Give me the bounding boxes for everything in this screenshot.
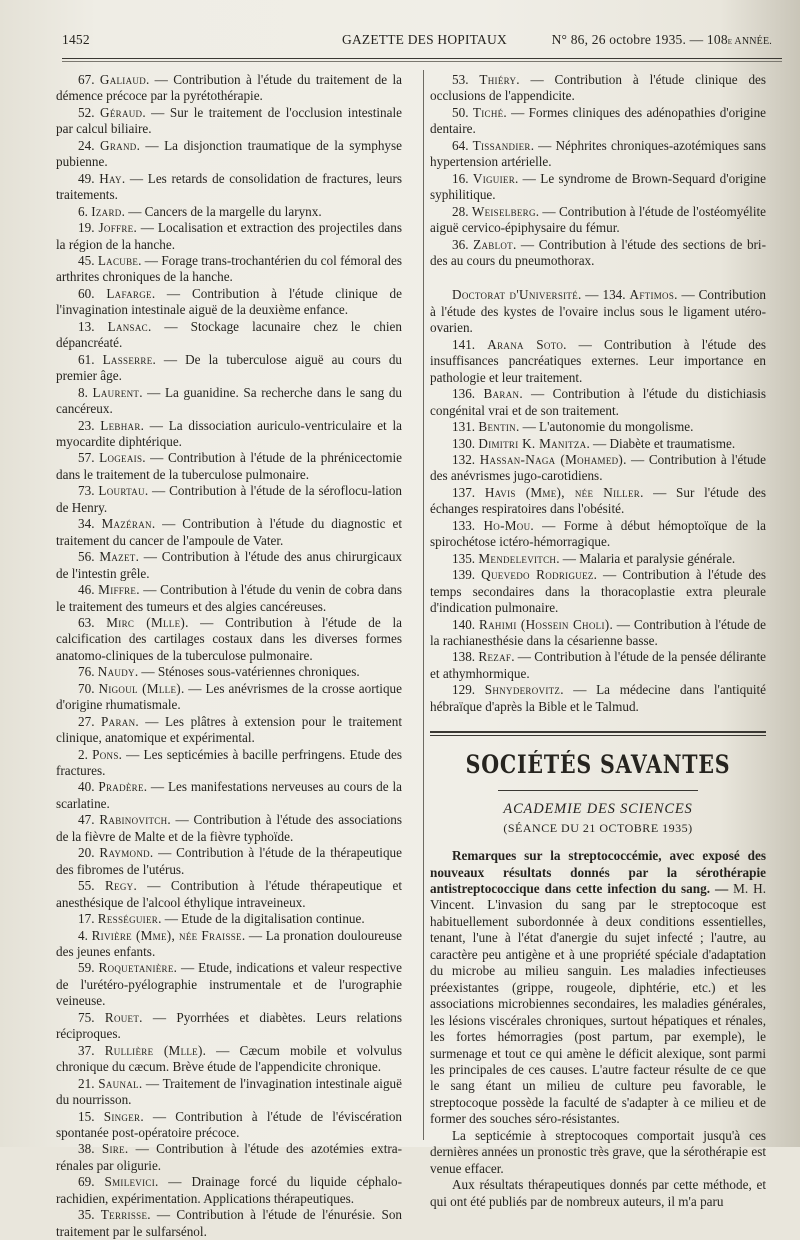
- entry-title: Sur l'étude des échanges respiratoires dans l'obésité.: [430, 484, 767, 517]
- article-body-1: M. H. Vincent. L'invasion du sang par le streptocoque est habituellement subordonnée à deux conditions essentielles, tenant, l'une à l'état d'anergie du sujet infecté ; l'autre, au caractère peu antigène et à une propriété spéciale d'adaptation du microbe au milieu sanguin. Les maladies infectieuses préexistantes (grippe, rougeole, diphtérie, etc.) et les associations microbiennes secondaires, les maladies générales, les lésions viscérales chroniques, surtout hépatiques et rénales, les fortes hémorragies (post partum, par exemple), le surmenage et tout ce qui amène le déficit alexique, sont parmi les principales de ces causes. L'autre facteur résulte de ce que le sang étant un milieu de culture peu favorable, le streptocoque possède la faculté de s'adapter à ce milieu et de former des souches séro-résistantes.: [430, 881, 767, 1127]
- entry-number: 4: [78, 927, 85, 943]
- entry-author: Saunal: [98, 1075, 139, 1091]
- entry-author: Lacube: [97, 252, 139, 268]
- entry-title: Sur le traitement de l'occlusion intestinale par calcul biliaire.: [56, 104, 403, 137]
- thesis-entry: 2. Pons. — Les septicémies à bacille perfringens. Etude des fractures.: [56, 746, 402, 779]
- thesis-entry: 40. Pradère. — Les manifestations nerveuses au cours de la scarlatine.: [56, 779, 402, 811]
- thesis-entry: 139. Quevedo Rodriguez. — Contribution à l'étude des temps secondaires dans la thoracoplastie extra pleurale d'indication pulmonaire.: [430, 567, 767, 616]
- thesis-entry: 129. Shnyderovitz. — La médecine dans l'antiquité hébraïque d'après la Bible et le Talmud.: [430, 682, 766, 714]
- entry-title: Contribution à l'étude des associations de la fièvre de Malte et de la fièvre typhoïde.: [56, 812, 403, 844]
- doctorat-label: Doctorat d'Université: [452, 287, 579, 303]
- thesis-entry: 63. Mirc (Mlle). — Contribution à l'étude de la calcification des cartilages costaux dans les diverses formes anatomo-cliniques de la tuberculose pulmonaire.: [56, 614, 403, 663]
- entry-number: 57: [78, 450, 92, 466]
- entry-number: 133: [452, 517, 472, 533]
- doctorat-entry: Doctorat d'Université. — 134. Aftimos. — Contribution à l'étude des kystes de l'ovaire inclus sous le ligament utéro-ovarien.: [430, 287, 767, 336]
- thesis-entry: 137. Havis (Mme), née Niller. — Sur l'étude des échanges respiratoires dans l'obésité.: [430, 484, 767, 517]
- entry-author: Rességuier: [97, 911, 159, 927]
- entry-author: Rullière (Mlle): [104, 1042, 203, 1058]
- entry-number: 8: [78, 384, 85, 400]
- session-date: (SÉANCE DU 21 OCTOBRE 1935): [503, 820, 693, 835]
- thesis-entry: 13. Lansac. — Stockage lacunaire chez le chien dépancréaté.: [56, 318, 402, 351]
- thesis-entry: 24. Grand. — La disjonction traumatique de la symphyse pubienne.: [56, 137, 403, 170]
- entry-number: 55: [78, 878, 92, 894]
- issue-date: N° 86, 26 octobre 1935. — 108: [551, 32, 728, 47]
- doctorat-list: [430, 337, 766, 715]
- thesis-entry: 69. Smilevici. — Drainage forcé du liquide céphalo-rachidien, expérimentation. Applications thérapeutiques.: [56, 1174, 403, 1206]
- entry-author: Raymond: [99, 845, 150, 861]
- entry-author: Ho-Mou: [483, 517, 531, 533]
- academy-heading: ACADEMIE DES SCIENCES: [503, 801, 693, 818]
- entry-number: 52: [78, 104, 92, 120]
- issue-annee: e ANNÉE.: [727, 36, 772, 47]
- entry-title: Formes cliniques des adénopathies d'origine dentaire.: [430, 104, 767, 137]
- entry-author: Hay: [99, 170, 122, 186]
- entry-author: Mirc (Mlle): [106, 614, 186, 630]
- entry-author: Zablot: [473, 236, 513, 252]
- entry-title: Drainage forcé du liquide céphalo-rachidien, expérimentation. Applications thérapeutiques.: [56, 1174, 403, 1206]
- entry-author: Grand: [100, 137, 137, 153]
- left-column: [56, 72, 402, 1240]
- thesis-entry: 20. Raymond. — Contribution à l'étude de la thérapeutique des fibromes de l'utérus.: [56, 845, 402, 877]
- entry-number: 64: [452, 137, 466, 153]
- entry-title: Forme à début hémoptoïque de la spirochétose ictéro-hémorragique.: [430, 517, 767, 550]
- entry-title: Contribution à l'étude des sections de bri-des au cours du pneumothorax.: [430, 236, 766, 268]
- entry-number: 75: [78, 1009, 92, 1025]
- entry-title: Cancers de la margelle du larynx.: [144, 203, 322, 219]
- entry-author: Dimitri K. Manitza: [478, 435, 587, 451]
- entry-number: 28: [452, 203, 466, 219]
- thesis-entry: 132. Hassan-Naga (Mohamed). — Contribution à l'étude des anévrismes jugo-carotidiens.: [430, 451, 767, 484]
- entry-author: Naudy: [97, 664, 135, 680]
- entry-number: 24: [78, 137, 92, 153]
- entry-author: Géraud: [100, 104, 143, 120]
- entry-number: 137: [452, 484, 472, 500]
- entry-title: Contribution à l'étude de l'éviscération spontanée post-opératoire précoce.: [56, 1108, 403, 1140]
- entry-number: 67: [78, 72, 92, 87]
- entry-title: Contribution à l'étude clinique de l'invagination intestinale aiguë de la deuxième enfance.: [56, 285, 402, 318]
- entry-title: Contribution à l'étude du distichiasis congénital vrai et de son traitement.: [430, 386, 767, 418]
- entry-author: Rabinovitch: [99, 812, 168, 828]
- entry-number: 130: [452, 435, 472, 451]
- entry-title: Etude, indications et valeur respective de l'urétéro-pyélographie instrumentale et de l'urographie veineuse.: [56, 960, 402, 1009]
- entry-title: Contribution à l'étude de la pensée délirante et athymhormique.: [430, 649, 766, 681]
- thesis-entry: 36. Zablot. — Contribution à l'étude des sections de bri-des au cours du pneumothorax.: [430, 236, 766, 268]
- thesis-entry: 61. Lasserre. — De la tuberculose aiguë au cours du premier âge.: [56, 351, 403, 384]
- thesis-entry: 138. Rezaf. — Contribution à l'étude de la pensée délirante et athymhormique.: [430, 649, 766, 681]
- doctorat-author: Aftimos: [629, 287, 675, 303]
- entry-author: Thiéry: [479, 72, 517, 87]
- entry-number: 135: [452, 550, 472, 566]
- entry-title: Stockage lacunaire chez le chien dépancréaté.: [56, 318, 402, 351]
- entry-number: 129: [452, 682, 472, 698]
- entry-author: Logeais: [99, 450, 143, 466]
- thesis-entry: 19. Joffre. — Localisation et extraction des projectiles dans la région de la hanche.: [56, 220, 403, 252]
- entry-title: Contribution à l'étude de l'énurésie. Son traitement par le sulfarsénol.: [56, 1207, 403, 1239]
- thesis-entry: 141. Arana Soto. — Contribution à l'étude des insuffisances pancréatiques externes. Leur importance en pathologie et leur traitement.: [430, 336, 767, 385]
- entry-number: 138: [452, 649, 472, 665]
- thesis-entry: 60. Lafarge. — Contribution à l'étude clinique de l'invagination intestinale aiguë de la deuxième enfance.: [56, 285, 402, 318]
- entry-title: Contribution à l'étude de la rachianesthésie dans la césarienne basse.: [430, 616, 766, 648]
- section-rule: [430, 731, 766, 733]
- entry-author: Pradère: [98, 779, 144, 795]
- entry-title: Les anévrismes de la crosse aortique d'origine rhumatismale.: [56, 680, 403, 713]
- entry-title: Contribution à l'étude des insuffisances pancréatiques externes. Leur importance en pathologie et leur traitement.: [430, 336, 767, 385]
- entry-title: Forage trans-trochantérien du col fémoral des arthrites chroniques de la hanche.: [56, 252, 403, 285]
- entry-author: Shnyderovitz: [484, 682, 561, 698]
- entry-author: Lourtau: [98, 483, 145, 499]
- thesis-entry: 34. Mazéran. — Contribution à l'étude du diagnostic et traitement du cancer de l'ampoule de Vater.: [56, 516, 402, 548]
- entry-title: Contribution à l'étude de la séroflocu-lation de Henry.: [56, 483, 403, 515]
- thesis-entry: 15. Singer. — Contribution à l'étude de l'éviscération spontanée post-opératoire précoce.: [56, 1108, 403, 1140]
- entry-number: 50: [452, 104, 466, 120]
- entry-title: Etude de la digitalisation continue.: [181, 911, 365, 927]
- entry-title: Contribution à l'étude des azotémies extra-rénales par oligurie.: [56, 1141, 402, 1173]
- entry-author: Rouet: [104, 1009, 140, 1025]
- thesis-entry: 23. Lebhar. — La dissociation auriculo-ventriculaire et la myocardite diphtérique.: [56, 417, 403, 449]
- right-column: [430, 72, 766, 1210]
- thesis-entry: 52. Géraud. — Sur le traitement de l'occlusion intestinale par calcul biliaire.: [56, 104, 403, 137]
- thesis-entry: 59. Roquetanière. — Etude, indications et valeur respective de l'urétéro-pyélographie instrumentale et de l'urographie veineuse.: [56, 960, 402, 1009]
- entry-author: Galiaud: [99, 72, 146, 87]
- thesis-entry: 55. Regy. — Contribution à l'étude thérapeutique et anesthésique de l'alcool éthylique intraveineux.: [56, 878, 402, 910]
- entry-title: Sténoses sous-vatériennes chroniques.: [157, 664, 360, 680]
- entry-number: 136: [452, 386, 472, 402]
- entry-title: Contribution à l'étude du traitement de la démence précoce par la pyrétothérapie.: [56, 72, 403, 104]
- thesis-entry: 50. Tiché. — Formes cliniques des adénopathies d'origine dentaire.: [430, 104, 767, 137]
- entry-author: Rezaf: [478, 649, 512, 665]
- thesis-entry: 37. Rullière (Mlle). — Cæcum mobile et volvulus chronique du cæcum. Brève étude de l'appendicite chronique.: [56, 1042, 402, 1075]
- entry-author: Havis (Mme), née Niller: [484, 484, 641, 500]
- entry-author: Mazéran: [101, 516, 152, 532]
- entry-number: 35: [78, 1207, 92, 1223]
- entry-author: Viguier: [472, 170, 515, 186]
- entry-number: 17: [78, 911, 92, 927]
- entry-title: Contribution à l'étude thérapeutique et anesthésique de l'alcool éthylique intraveineux.: [56, 878, 402, 910]
- entry-title: Contribution à l'étude clinique des occlusions de l'appendicite.: [430, 72, 767, 104]
- entry-title: Contribution à l'étude de l'ostéomyélite aiguë cervico-épiphysaire du fémur.: [430, 203, 767, 236]
- thesis-entry: 46. Miffre. — Contribution à l'étude du venin de cobra dans le traitement des tumeurs et des algies cancéreuses.: [56, 582, 403, 614]
- entry-author: Mendelevitch: [478, 550, 557, 566]
- section-rule-secondary: [430, 735, 766, 736]
- entry-title: La médecine dans l'antiquité hébraïque d'après la Bible et le Talmud.: [430, 682, 766, 714]
- entry-title: Le syndrome de Brown-Sequard d'origine syphilitique.: [430, 170, 767, 203]
- entry-title: Contribution à l'étude de la calcification des cartilages costaux dans les diverses formes anatomo-cliniques de la tuberculose pulmonaire.: [56, 614, 403, 663]
- entry-author: Joffre: [98, 220, 134, 236]
- thesis-entry: 73. Lourtau. — Contribution à l'étude de la séroflocu-lation de Henry.: [56, 483, 403, 515]
- thesis-list-continued: [430, 72, 766, 269]
- entry-title: La pronation douloureuse des jeunes enfants.: [56, 927, 402, 960]
- thesis-entry: 6. Izard. — Cancers de la margelle du larynx.: [78, 203, 322, 219]
- entry-author: Laurent: [92, 384, 140, 400]
- thesis-entry: 135. Mendelevitch. — Malaria et paralysie générale.: [452, 550, 736, 566]
- entry-title: Pyorrhées et diabètes. Leurs relations réciproques.: [56, 1009, 403, 1042]
- thesis-entry: 47. Rabinovitch. — Contribution à l'étude des associations de la fièvre de Malte et de la fièvre typhoïde.: [56, 812, 403, 844]
- thesis-entry: 70. Nigoul (Mlle). — Les anévrismes de la crosse aortique d'origine rhumatismale.: [56, 680, 403, 713]
- entry-number: 40: [78, 779, 92, 795]
- thesis-entry: 16. Viguier. — Le syndrome de Brown-Sequard d'origine syphilitique.: [430, 170, 767, 203]
- thesis-entry: 45. Lacube. — Forage trans-trochantérien du col fémoral des arthrites chroniques de la hanche.: [56, 252, 403, 285]
- entry-number: 6: [78, 203, 85, 219]
- entry-author: Tissandier: [472, 137, 531, 153]
- entry-author: Lasserre: [102, 351, 153, 367]
- entry-number: 59: [78, 960, 92, 976]
- entry-title: La dissociation auriculo-ventriculaire et la myocardite diphtérique.: [56, 417, 403, 449]
- entry-number: 73: [78, 483, 92, 499]
- entry-title: Malaria et paralysie générale.: [579, 550, 736, 566]
- thesis-entry: 53. Thiéry. — Contribution à l'étude clinique des occlusions de l'appendicite.: [430, 72, 767, 104]
- entry-title: Contribution à l'étude des temps secondaires dans la thoracoplastie extra pleurale d'indication pulmonaire.: [430, 567, 767, 616]
- entry-title: Localisation et extraction des projectiles dans la région de la hanche.: [56, 220, 403, 252]
- entry-title: Traitement de l'invagination intestinale aiguë du nourrisson.: [56, 1075, 403, 1108]
- entry-number: 23: [78, 417, 92, 433]
- thesis-entry: 131. Bentin. — L'autonomie du mongolisme.: [452, 419, 694, 435]
- entry-number: 53: [452, 72, 466, 87]
- page-header: [62, 32, 772, 52]
- entry-title: Cæcum mobile et volvulus chronique du cæcum. Brève étude de l'appendicite chronique.: [56, 1042, 402, 1075]
- entry-number: 45: [78, 252, 92, 268]
- entry-number: 69: [78, 1174, 92, 1190]
- thesis-entry: 8. Laurent. — La guanidine. Sa recherche dans le sang du cancéreux.: [56, 384, 403, 417]
- entry-number: 47: [78, 812, 92, 828]
- thesis-entry: 27. Paran. — Les plâtres à extension pour le traitement clinique, anatomique et expérimental.: [56, 713, 403, 746]
- entry-title: Diabète et traumatisme.: [609, 435, 736, 451]
- entry-number: 76: [78, 664, 92, 680]
- entry-author: Miffre: [98, 582, 137, 598]
- entry-number: 139: [452, 567, 472, 583]
- column-divider: [423, 70, 424, 1140]
- article-paragraph-1: [430, 848, 766, 1128]
- entry-title: L'autonomie du mongolisme.: [539, 419, 694, 435]
- thesis-entry: 17. Rességuier. — Etude de la digitalisation continue.: [78, 911, 365, 927]
- issue-info: [552, 32, 772, 48]
- entry-author: Lafarge: [106, 285, 152, 301]
- entry-title: Néphrites chroniques-azotémiques sans hypertension artérielle.: [430, 137, 767, 170]
- entry-author: Pons: [92, 746, 119, 762]
- entry-number: 131: [452, 419, 472, 435]
- doctorat-text: Contribution à l'étude des kystes de l'ovaire inclus sous le ligament utéro-ovarien.: [430, 287, 767, 336]
- entry-title: Les plâtres à extension pour le traitement clinique, anatomique et expérimental.: [56, 713, 403, 746]
- entry-title: Les retards de consolidation de fractures, leurs traitements.: [56, 170, 403, 203]
- entry-number: 49: [78, 170, 92, 186]
- entry-author: Singer: [103, 1108, 141, 1124]
- entry-author: Lebhar: [100, 417, 141, 433]
- entry-author: Regy: [104, 878, 134, 894]
- entry-title: Les manifestations nerveuses au cours de la scarlatine.: [56, 779, 402, 811]
- section-heading: SOCIÉTÉS SAVANTES: [465, 750, 731, 780]
- entry-author: Mazet: [99, 549, 136, 565]
- entry-title: Contribution à l'étude des anévrismes jugo-carotidiens.: [430, 451, 767, 484]
- thesis-entry: 133. Ho-Mou. — Forme à début hémoptoïque de la spirochétose ictéro-hémorragique.: [430, 517, 767, 550]
- entry-number: 21: [78, 1075, 92, 1091]
- entry-number: 63: [78, 614, 92, 630]
- thesis-entry: 57. Logeais. — Contribution à l'étude de la phrénicectomie dans le traitement de la tuberculose pulmonaire.: [56, 450, 403, 482]
- entry-author: Bentin: [478, 419, 516, 435]
- entry-title: Les septicémies à bacille perfringens. Etude des fractures.: [56, 746, 402, 779]
- entry-author: Rahimi (Hossein Choli): [479, 616, 610, 632]
- entry-number: 46: [78, 582, 92, 598]
- entry-number: 36: [452, 236, 466, 252]
- thesis-entry: 49. Hay. — Les retards de consolidation de fractures, leurs traitements.: [56, 170, 403, 203]
- entry-author: Izard: [91, 203, 122, 219]
- thesis-entry: 35. Terrisse. — Contribution à l'étude de l'énurésie. Son traitement par le sulfarsénol.: [56, 1207, 403, 1239]
- entry-title: Contribution à l'étude du venin de cobra dans le traitement des tumeurs et des algies cancéreuses.: [56, 582, 403, 614]
- entry-number: 132: [452, 451, 472, 467]
- entry-number: 140: [452, 616, 472, 632]
- entry-number: 19: [78, 220, 92, 236]
- entry-number: 15: [78, 1108, 92, 1124]
- thesis-entry: 76. Naudy. — Sténoses sous-vatériennes chroniques.: [78, 664, 360, 680]
- doctorat-num: 134: [602, 287, 623, 303]
- entry-author: Tiché: [472, 104, 504, 120]
- entry-number: 27: [78, 713, 92, 729]
- article-title: Remarques sur la streptococcémie, avec exposé des nouveaux résultats donnés par la sérothérapie antistreptococcique dans cette infection du sang. —: [430, 848, 766, 897]
- entry-number: 37: [78, 1042, 92, 1058]
- header-rule-secondary: [62, 61, 782, 62]
- entry-number: 60: [78, 285, 92, 301]
- thesis-entry: 75. Rouet. — Pyorrhées et diabètes. Leurs relations réciproques.: [56, 1009, 403, 1042]
- entry-author: Quevedo Rodriguez: [481, 567, 594, 583]
- entry-author: Baran: [483, 386, 520, 402]
- entry-author: Weiselberg: [471, 203, 536, 219]
- entry-author: Terrisse: [100, 1207, 148, 1223]
- thesis-entry: 28. Weiselberg. — Contribution à l'étude de l'ostéomyélite aiguë cervico-épiphysaire du fémur.: [430, 203, 767, 236]
- entry-number: 13: [78, 318, 92, 334]
- entry-title: La guanidine. Sa recherche dans le sang du cancéreux.: [56, 384, 403, 417]
- thesis-entry: 136. Baran. — Contribution à l'étude du distichiasis congénital vrai et de son traitement.: [430, 386, 767, 418]
- entry-number: 141: [452, 336, 472, 352]
- thesis-entry: 38. Sire. — Contribution à l'étude des azotémies extra-rénales par oligurie.: [56, 1141, 402, 1173]
- journal-title: GAZETTE DES HOPITAUX: [342, 32, 507, 47]
- entry-author: Nigoul (Mlle): [98, 680, 181, 696]
- page-number: 1452: [62, 32, 90, 47]
- thesis-entry: 140. Rahimi (Hossein Choli). — Contribution à l'étude de la rachianesthésie dans la césarienne basse.: [430, 616, 766, 648]
- entry-author: Hassan-Naga (Mohamed): [479, 451, 624, 467]
- entry-author: Paran: [101, 713, 136, 729]
- entry-author: Arana Soto: [487, 336, 564, 352]
- entry-title: Contribution à l'étude de la thérapeutique des fibromes de l'utérus.: [56, 845, 402, 877]
- entry-number: 34: [78, 516, 92, 532]
- entry-title: Contribution à l'étude du diagnostic et traitement du cancer de l'ampoule de Vater.: [56, 516, 402, 548]
- entry-number: 38: [78, 1141, 92, 1157]
- entry-title: Contribution à l'étude des anus chirurgicaux de l'intestin grêle.: [56, 549, 403, 581]
- entry-number: 70: [78, 680, 92, 696]
- entry-title: Contribution à l'étude de la phrénicectomie dans le traitement de la tuberculose pulmonaire.: [56, 450, 403, 482]
- thesis-entry: 56. Mazet. — Contribution à l'étude des anus chirurgicaux de l'intestin grêle.: [56, 549, 403, 581]
- article-paragraph-3: Aux résultats thérapeutiques donnés par cette méthode, et qui ont été publiés par de nombreux auteurs, il m'a paru: [430, 1177, 766, 1209]
- entry-author: Lansac: [107, 318, 148, 334]
- entry-author: Smilevici: [104, 1174, 155, 1190]
- entry-number: 56: [78, 549, 92, 565]
- thesis-entry: 64. Tissandier. — Néphrites chroniques-azotémiques sans hypertension artérielle.: [430, 137, 767, 170]
- thesis-entry: 4. Rivière (Mme), née Fraisse. — La pronation douloureuse des jeunes enfants.: [56, 927, 402, 960]
- entry-author: Rivière (Mme), née Fraisse: [91, 927, 242, 943]
- entry-number: 2: [78, 746, 85, 762]
- entry-title: De la tuberculose aiguë au cours du premier âge.: [56, 351, 403, 384]
- entry-number: 61: [78, 351, 92, 367]
- entry-number: 20: [78, 845, 92, 861]
- entry-author: Roquetanière: [98, 960, 174, 976]
- thesis-entry: 130. Dimitri K. Manitza. — Diabète et traumatisme.: [452, 435, 736, 451]
- heading-rule: [498, 790, 698, 791]
- entry-number: 16: [452, 170, 466, 186]
- entry-author: Sire: [101, 1141, 125, 1157]
- thesis-entry: 21. Saunal. — Traitement de l'invagination intestinale aiguë du nourrisson.: [56, 1075, 403, 1108]
- thesis-entry: 67. Galiaud. — Contribution à l'étude du traitement de la démence précoce par la pyrétothérapie.: [56, 72, 403, 104]
- header-rule: [62, 58, 782, 59]
- entry-title: La disjonction traumatique de la symphyse pubienne.: [56, 137, 403, 170]
- article-paragraph-2: La septicémie à streptocoques comportait jusqu'à ces dernières années un pronostic très grave, que la sérothérapie est venue effacer.: [430, 1127, 766, 1176]
